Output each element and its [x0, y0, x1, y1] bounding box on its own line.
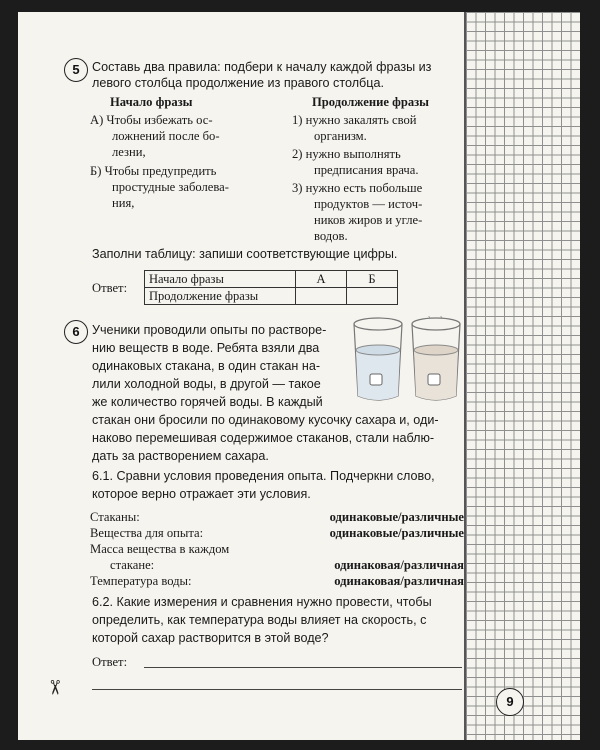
task-6-text-line1: Ученики проводили опыты по растворе- — [92, 323, 327, 337]
condition-temperature-options[interactable]: одинаковая/различная — [334, 574, 464, 588]
cold-water-glass — [354, 318, 402, 400]
left-column-title: Начало фразы — [110, 95, 193, 109]
left-a-line1: А) Чтобы избежать ос- — [90, 113, 213, 127]
right-3-line3: ников жиров и угле- — [314, 213, 423, 227]
condition-mass-options[interactable]: одинаковая/различная — [334, 558, 464, 572]
answer-line-2[interactable] — [92, 689, 462, 690]
right-1-line2: организм. — [314, 129, 367, 143]
left-a-line2: ложнений после бо- — [112, 129, 220, 143]
table-col-b: Б — [347, 271, 398, 288]
hot-water-glass — [412, 316, 460, 400]
condition-temperature-label: Температура воды: — [90, 574, 192, 588]
task-6-answer-label: Ответ: — [92, 655, 128, 669]
glasses-illustration — [348, 316, 464, 408]
task-6-text-line7: наково перемешивая содержимое стаканов, стали наблю- — [92, 431, 435, 445]
right-3-line2: продуктов — источ- — [314, 197, 423, 211]
task-6-number: 6 — [64, 320, 88, 344]
right-2-line2: предписания врача. — [314, 163, 419, 177]
margin-rule — [464, 12, 466, 740]
right-1-line1: 1) нужно закалять свой — [292, 113, 417, 127]
task-5-prompt-line2: левого столбца продолжение из правого столбца. — [92, 76, 384, 90]
task-6-text-line2: нию веществ в воде. Ребята взяли два — [92, 341, 320, 355]
right-2-line1: 2) нужно выполнять — [292, 147, 401, 161]
task-5-number: 5 — [64, 58, 88, 82]
task-5-answer-label: Ответ: — [92, 281, 128, 295]
question-6-2-line2: определить, как температура воды влияет на скорость, с — [92, 613, 427, 627]
question-6-1-line2: которое верно отражает эти условия. — [92, 487, 311, 501]
task-6-text-line3: одинаковых стакана, в один стакан на- — [92, 359, 321, 373]
answer-cell-b[interactable] — [347, 288, 398, 305]
task-6-text-line8: дать за растворением сахара. — [92, 449, 269, 463]
question-6-2-line3: которой сахар растворится в этой воде? — [92, 631, 329, 645]
page-number: 9 — [496, 688, 524, 716]
condition-mass-label: Масса вещества в каждом — [90, 542, 230, 556]
right-column-title: Продолжение фразы — [312, 95, 430, 109]
right-3-line4: водов. — [314, 229, 348, 243]
condition-glasses-label: Стаканы: — [90, 510, 140, 524]
scissors-icon: ✂ — [42, 679, 65, 696]
left-b-line2: простудные заболева- — [112, 180, 229, 194]
condition-glasses-options[interactable]: одинаковые/различные — [329, 510, 464, 524]
task-6-text-line6: стакан они бросили по одинаковому кусочку сахара и, оди- — [92, 413, 439, 427]
answer-line-1[interactable] — [144, 667, 462, 668]
right-3-line1: 3) нужно есть побольше — [292, 181, 423, 195]
table-row-header-start: Начало фразы — [145, 271, 296, 288]
fill-table-instruction: Заполни таблицу: запиши соответствующие цифры. — [92, 247, 398, 261]
answer-table — [144, 270, 398, 305]
left-b-line1: Б) Чтобы предупредить — [90, 164, 217, 178]
condition-substances-options[interactable]: одинаковые/различные — [329, 526, 464, 540]
question-6-1-line1: 6.1. Сравни условия проведения опыта. Подчеркни слово, — [92, 469, 435, 483]
grid-margin — [466, 12, 580, 740]
task-6-text-line4: лили холодной воды, в другой — такое — [92, 377, 321, 391]
left-b-line3: ния, — [112, 196, 135, 210]
task-5-prompt-line1: Составь два правила: подбери к началу каждой фразы из — [92, 60, 432, 74]
table-row-header-end: Продолжение фразы — [145, 288, 296, 305]
condition-substances-label: Вещества для опыта: — [90, 526, 204, 540]
worksheet-page — [18, 12, 580, 740]
question-6-2-line1: 6.2. Какие измерения и сравнения нужно провести, чтобы — [92, 595, 432, 609]
task-6-text-line5: же количество горячей воды. В каждый — [92, 395, 323, 409]
left-a-line3: лезни, — [112, 145, 146, 159]
answer-cell-a[interactable] — [296, 288, 347, 305]
table-col-a: А — [296, 271, 347, 288]
condition-mass-label-cont: стакане: — [110, 558, 155, 572]
